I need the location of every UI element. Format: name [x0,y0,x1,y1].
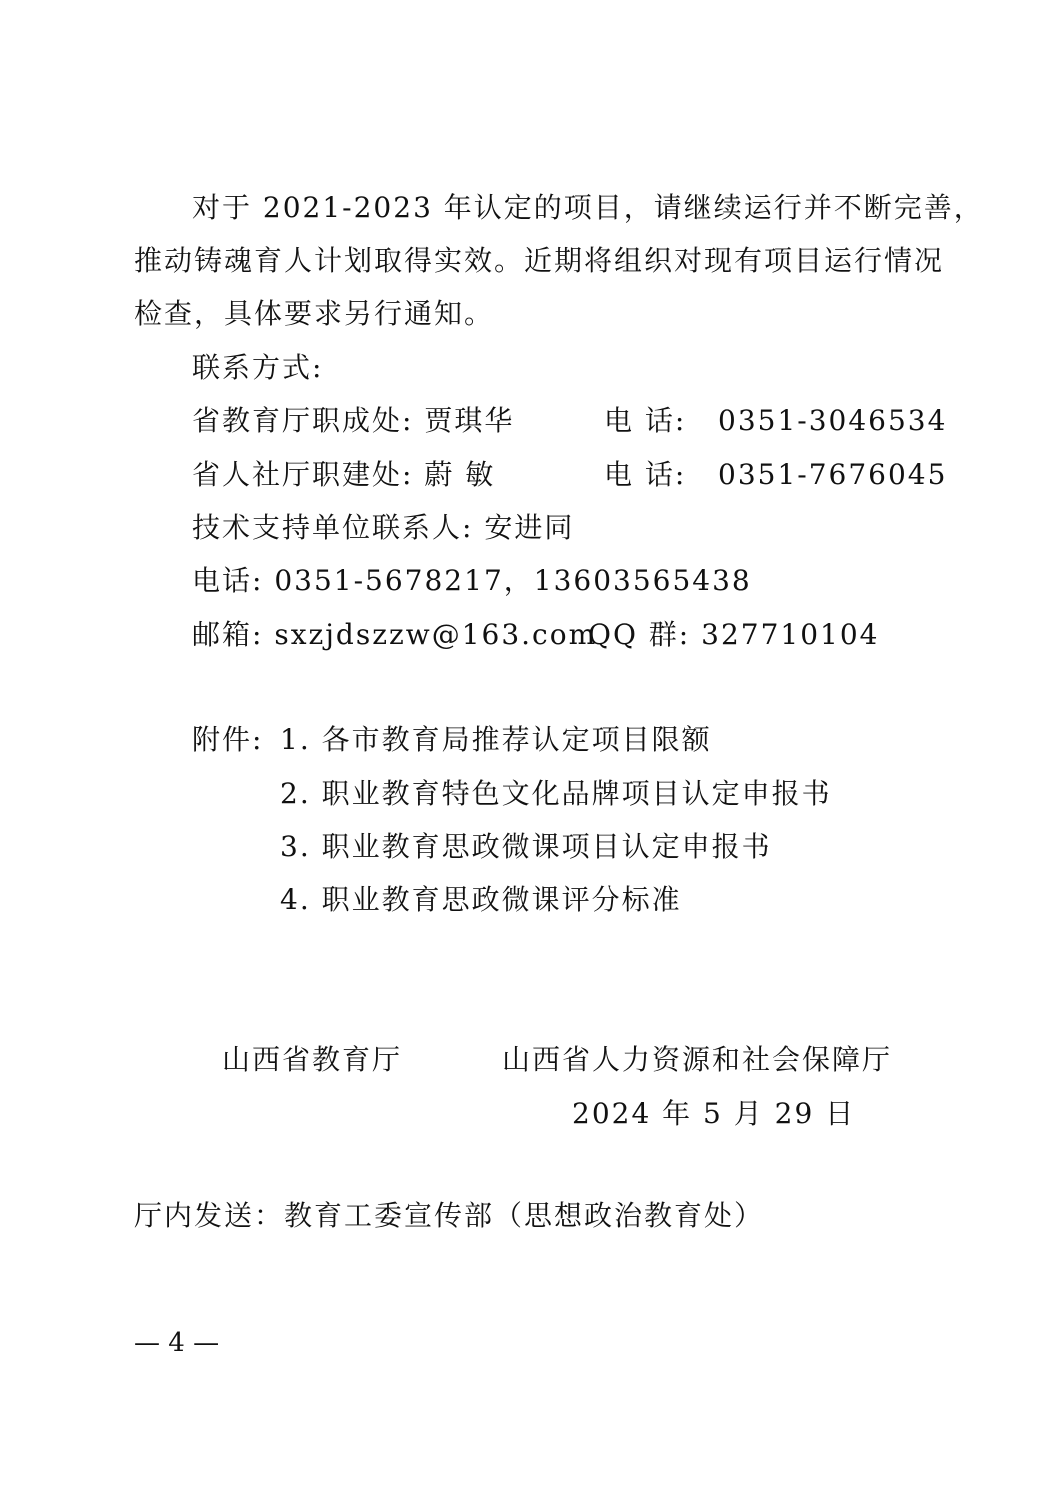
signature-date: 2024 年 5 月 29 日 [572,1097,856,1130]
tech-support-phone: 电话: 0351-5678217，13603565438 [192,564,752,597]
contact-row-2-phone-label: 电 话: [604,458,687,491]
contact-row-1-label: 省教育厅职成处: 贾琪华 [192,404,515,437]
attachments-prefix: 附件: [192,723,264,756]
signature-org-hr: 山西省人力资源和社会保障厅 [502,1043,893,1076]
attachment-item-3: 3. 职业教育思政微课项目认定申报书 [280,830,772,863]
contact-row-2-label: 省人社厅职建处: 蔚 敏 [192,458,496,491]
email-line: 邮箱: sxzjdszzw@163.com [192,618,598,651]
contact-heading: 联系方式: [192,351,324,384]
internal-distribution: 厅内发送：教育工委宣传部（思想政治教育处） [134,1199,765,1232]
paragraph-line-3: 检查，具体要求另行通知。 [134,297,495,330]
paragraph-line-1: 对于 2021-2023 年认定的项目，请继续运行并不断完善， [192,191,984,224]
paragraph-line-2: 推动铸魂育人计划取得实效。近期将组织对现有项目运行情况 [134,244,945,277]
contact-row-1-phone-label: 电 话: [604,404,687,437]
tech-support-contact: 技术支持单位联系人: 安进同 [192,511,575,544]
page-number: — 4 — [134,1328,220,1358]
attachment-item-2: 2. 职业教育特色文化品牌项目认定申报书 [280,777,832,810]
qq-group-line: QQ 群: 327710104 [588,618,880,651]
contact-row-1-phone: 0351-3046534 [718,404,948,437]
signature-org-education: 山西省教育厅 [222,1043,403,1076]
attachment-item-1: 1. 各市教育局推荐认定项目限额 [280,723,712,756]
contact-row-2-phone: 0351-7676045 [718,458,948,491]
attachment-item-4: 4. 职业教育思政微课评分标准 [280,883,682,916]
